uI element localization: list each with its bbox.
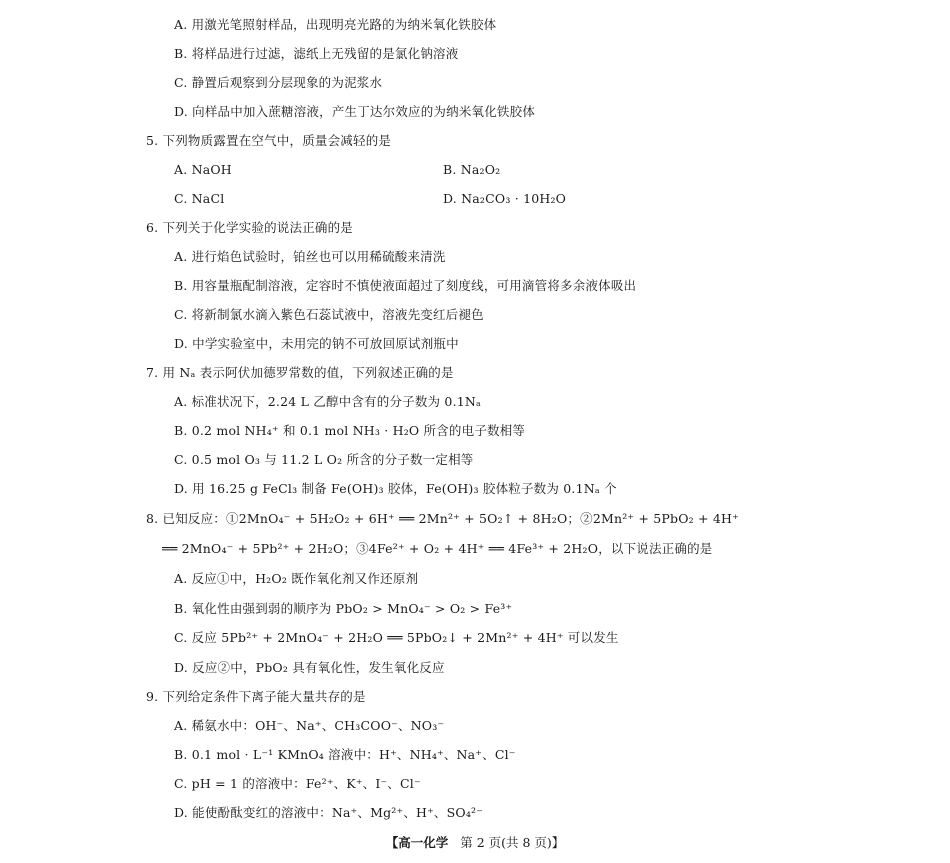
q9-option-c: C. pH = 1 的溶液中：Fe²⁺、K⁺、I⁻、Cl⁻ (174, 776, 421, 791)
q5-option-c: C. NaCl (174, 191, 225, 206)
q6-option-c: C. 将新制氯水滴入紫色石蕊试液中，溶液先变红后褪色 (174, 307, 484, 322)
q5-option-a: A. NaOH (174, 162, 232, 177)
q7-stem: 7. 用 Nₐ 表示阿伏加德罗常数的值，下列叙述正确的是 (146, 365, 454, 380)
q7-option-a: A. 标准状况下，2.24 L 乙醇中含有的分子数为 0.1Nₐ (174, 394, 482, 409)
q5-stem: 5. 下列物质露置在空气中，质量会减轻的是 (146, 133, 392, 148)
footer-subject: 【高一化学 (385, 835, 449, 850)
q9-option-a: A. 稀氨水中：OH⁻、Na⁺、CH₃COO⁻、NO₃⁻ (174, 718, 445, 733)
q5-option-d: D. Na₂CO₃ · 10H₂O (443, 191, 567, 206)
q9-option-d: D. 能使酚酞变红的溶液中：Na⁺、Mg²⁺、H⁺、SO₄²⁻ (174, 805, 484, 820)
q6-option-b: B. 用容量瓶配制溶液，定容时不慎使液面超过了刻度线，可用滴管将多余液体吸出 (174, 278, 637, 293)
q6-option-d: D. 中学实验室中，未用完的钠不可放回原试剂瓶中 (174, 336, 459, 351)
q9-stem: 9. 下列给定条件下离子能大量共存的是 (146, 689, 366, 704)
q8-stem-line1: 8. 已知反应：①2MnO₄⁻ + 5H₂O₂ + 6H⁺ ══ 2Mn²⁺ + 5O₂↑ + 8H₂O；②2Mn²⁺ + 5PbO₂ + 4H⁺ (146, 511, 739, 526)
footer-page-number: 第 2 页(共 8 页)】 (460, 835, 565, 850)
q8-option-a: A. 反应①中，H₂O₂ 既作氧化剂又作还原剂 (174, 571, 419, 586)
q6-option-a: A. 进行焰色试验时，铂丝也可以用稀硫酸来清洗 (174, 249, 446, 264)
q4-option-b: B. 将样品进行过滤，滤纸上无残留的是氯化钠溶液 (174, 46, 459, 61)
q8-option-d: D. 反应②中，PbO₂ 具有氧化性，发生氧化反应 (174, 660, 445, 675)
q6-stem: 6. 下列关于化学实验的说法正确的是 (146, 220, 354, 235)
q7-option-b: B. 0.2 mol NH₄⁺ 和 0.1 mol NH₃ · H₂O 所含的电子数相等 (174, 423, 526, 438)
q8-option-b: B. 氧化性由强到弱的顺序为 PbO₂ > MnO₄⁻ > O₂ > Fe³⁺ (174, 601, 513, 616)
q8-stem-line2: ══ 2MnO₄⁻ + 5Pb²⁺ + 2H₂O；③4Fe²⁺ + O₂ + 4H⁺ ══ 4Fe³⁺ + 2H₂O，以下说法正确的是 (162, 541, 713, 556)
q7-option-d: D. 用 16.25 g FeCl₃ 制备 Fe(OH)₃ 胶体，Fe(OH)₃ 胶体粒子数为 0.1Nₐ 个 (174, 481, 617, 496)
q4-option-c: C. 静置后观察到分层现象的为泥浆水 (174, 75, 383, 90)
q8-option-c: C. 反应 5Pb²⁺ + 2MnO₄⁻ + 2H₂O ══ 5PbO₂↓ + 2Mn²⁺ + 4H⁺ 可以发生 (174, 630, 619, 645)
page-footer (0, 835, 950, 851)
q4-option-d: D. 向样品中加入蔗糖溶液，产生丁达尔效应的为纳米氧化铁胶体 (174, 104, 536, 119)
q7-option-c: C. 0.5 mol O₃ 与 11.2 L O₂ 所含的分子数一定相等 (174, 452, 474, 467)
q4-option-a: A. 用激光笔照射样品，出现明亮光路的为纳米氧化铁胶体 (174, 17, 497, 32)
q9-option-b: B. 0.1 mol · L⁻¹ KMnO₄ 溶液中：H⁺、NH₄⁺、Na⁺、Cl⁻ (174, 747, 516, 762)
q5-option-b: B. Na₂O₂ (443, 162, 501, 177)
